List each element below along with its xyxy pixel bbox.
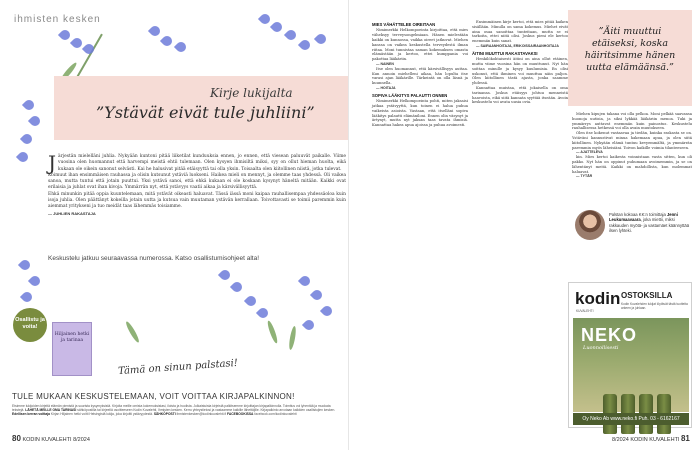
promo-intro: Etsimme lukijoiden kirjeitä elämän pienistä ja suurista kysymyksistä. Kirjoita meille omista kokemuksistasi, iloista ja huolista. Julkaistuista kirjeistä palkitsemme kirjoittajan kirjapalkinnolla. Toimitus voi lyhentää ja muokata tekstejä.	[12, 404, 331, 413]
lede-paragraph: ärjestän mielelläni juhlia. Nykyään kuntoni pitää liiketilat kunduuksia ennen, jo ennen, että viesean paluuvät paikalle. Viime vuosina olen huomannut että harvempi meistä ehtii tulemaan. Olen kysyen ihmisiltä miksi, syy on ollut hieman huolta, eikä kukaan ole oikein sanonut selvästi. Kai he halusivat pitää etäisyyttä tai olla yksin. Toisaalta olen kiitollinen niistä, jotka tulevat.	[58, 154, 346, 172]
column-paragraph: Kannattaa muistaa, että jokaisella on oma tarinansa. Joskus etäisyys johtuu menneistä haavoista, eikä siitä kannata syyttää itseään. Avoin keskustelu voi avata uusia ovia.	[472, 85, 568, 105]
column-heading: SOPIVA LÄÄKITYS PALAUTTI ONNEN	[372, 92, 448, 98]
promo-small-print	[12, 404, 338, 417]
pull-quote: ”Äiti muuttui etäiseksi, koska häiritsimme hänen uutta elämäänsä.”	[568, 10, 692, 106]
flower-icon	[320, 304, 334, 318]
flower-icon	[310, 288, 324, 302]
ad-title: OSTOKSILLA	[621, 291, 673, 300]
contact-text: sähköpostilla tai kirjeellä osoitteeseen Kodin Kuvalehti, Ihmisten kesken. Kerro yhteystietosi ja vastaamme kaikille lähettäjille. Kirjapalkinto arvotaan kaikkien osallistujien kesken.	[77, 408, 336, 413]
email-label: SÄHKÖPOSTI	[153, 412, 176, 417]
flower-icon	[20, 132, 34, 146]
flower-icon	[18, 258, 32, 272]
column-paragraph: Henkilökohtaisesti äitini on aina ollut etäinen, mutta viime vuosina hän on muuttunut. Nyt hän soittaa minulle ja kysyy kuulumisia. En olisi uskonut, että ihminen voi muuttua näin paljon. Olen kiitollinen tästä ajasta, jonka saamme yhdessä.	[472, 57, 568, 86]
column-paragraph: Itse olen huomannut, että kärsivällisyys auttaa. Kun annoin miehelleni aikaa, hän lopulta itse varasi ajan lääkärille. Tärkeintä on olla läsnä ja kuunnella.	[372, 66, 468, 86]
winner-label: Edellisen kerran voittaja	[12, 412, 50, 417]
ad-tagline: Kodin Kuvalehden lukijat löytävät tästä tuotteita arkeen ja juhlaan.	[621, 302, 688, 310]
flower-icon	[70, 36, 84, 50]
ad-brand-sub: KUVALEHTI	[576, 309, 594, 313]
column-heading: MIES VÄHÄTTELEE OIREITAAN	[372, 22, 436, 27]
flower-icon	[314, 32, 328, 46]
flower-icon	[28, 114, 42, 128]
folio-right-text: 8/2024 KODIN KUVALEHTI	[612, 437, 680, 443]
facebook-label: FACEBOOKISSA	[227, 412, 254, 417]
drop-cap: J	[48, 151, 57, 175]
flower-icon	[58, 28, 72, 42]
folio-left-text: KODIN KUVALEHTI 8/2024	[22, 437, 90, 443]
flower-icon	[160, 34, 174, 48]
participate-badge: Osallistu ja voita!	[13, 308, 47, 342]
column-signature: — SAIRAANHOITAJA, ERIKOISSAIRAANHOITAJA	[476, 43, 559, 48]
column-signature: — AJATTELEVA	[576, 150, 603, 155]
page-number-left: 80	[12, 434, 21, 443]
text-column-1	[372, 20, 468, 128]
column-signature: — NAINEN	[376, 61, 394, 66]
flower-icon	[28, 274, 42, 288]
flower-icon	[20, 290, 34, 304]
flower-icon	[298, 38, 312, 52]
article-title: ”Ystävät eivät tule juhliini”	[96, 103, 315, 122]
flower-icon	[302, 318, 316, 332]
author-text: Palstan kokoaa KK:n toimittaja Jenni Leukumaavaara, joka miettii, miksi rakkauden myötä- ja vastamäet käännyttää ilsen lyhteki.	[609, 212, 690, 234]
column-paragraph: Ensimmäinen kirje kertoi, että mies pitää kaiken sisällään. Minulla on sama kokemus. Miehet eivät aina osaa sanoittaa tunteitaan, mutta se ei tarkoita, ettei niitä olisi. Joskus pieni ele kertoo enemmän kuin sanat.	[472, 20, 568, 44]
column-paragraph: Miehen kipujen takana voi olla pelkoa. Moni pelkää saavansa huonoja uutisia, ja siksi lykkää lääkäriin menoa. Tuki ja ymmärrys auttavat enemmän kuin painostus. Keskustelu rauhallisessa hetkessä voi olla avain muutokseen.	[572, 112, 692, 131]
article-lede	[48, 151, 346, 218]
book-title: Hiljainen hetki	[54, 332, 90, 337]
flower-icon	[82, 42, 96, 56]
flower-icon	[256, 306, 270, 320]
lede-signature: — JUHLIEN RAKASTAJA	[48, 210, 96, 216]
book-cover	[52, 322, 92, 376]
column-paragraph: Nimimerkki Helkompoeinta kirjoittaa, että mies väheksyy terveysongelmiaan. Hänen mielestään kaikki on kunnossa, vaikka oireet jatkuvat. Miehen kanssa on vaikea keskustella terveydestä ilman riitaa. Moni tunnistaa saman kokemuksen omasta elämästään ja kertoo, ettei kumppania voi pakottaa lääkäriin.	[372, 28, 468, 62]
article-kicker: Kirje lukijalta	[210, 86, 293, 100]
ad-product-name: NEKO	[581, 325, 638, 345]
ad-brand-logo: kodin	[575, 289, 621, 308]
column-heading: ÄITINI MUUTTUI RAKASTAVAKSI	[472, 50, 538, 56]
flower-icon	[218, 268, 232, 282]
column-note: Tämä on sinun palstasi!	[117, 357, 239, 378]
flower-icon	[298, 274, 312, 288]
author-avatar	[575, 210, 605, 240]
flower-icon	[174, 40, 188, 54]
flower-icon	[258, 12, 272, 26]
lede-paragraph: Ehkä minunkin pitää oppia kuuntelemaan, mitä ystävät oikeasti haluavat. Tässä iässä moni kaipaa rauhallisempaa yhdessäoloa kuin isoja juhlia. Olen päättänyt kokeilla jotain uutta ja kutsua vain muutaman ystävän kerrallaan. Toivottavasti se toimii paremmin kuin aiemmat yritykseni ja tuo meidät taas lähemmäs toisiamme.	[48, 191, 346, 210]
flower-icon	[244, 294, 258, 308]
leaf-icon	[124, 320, 140, 343]
author-role: Palstan kokoaa KK:n toimittaja	[609, 212, 666, 217]
promo-headline: TULE MUKAAN KESKUSTELEMAAN, VOIT VOITTAA KIRJAPALKINNON!	[12, 392, 295, 401]
text-column-3	[572, 112, 692, 179]
column-paragraph: kin. Mies kertoi kaikesta voinnistaan vasta sitten, kun oli pakko. Nyt hän on oppinut puhumaan avoimemmin, ja se on lähentänyt meitä. Kaikki on mahdollista, kun molemmat haluavat.	[572, 155, 692, 174]
author-bio: joka miettii, miksi rakkauden myötä- ja vastamäet käännyttää ilsen lyhteki.	[609, 217, 690, 234]
ad-product-sub: Luonnollisesti	[583, 345, 619, 351]
folio-right	[612, 434, 690, 443]
lede-paragraph: Koimuut ihan ensimmäisen rauhassa ja olisin kutsunut ystäviä luokseni. Haikea mieli on mennyt, ja olemme taas yhdessä. Oli vaikea sanoa, mutta tuntui että jotain puuttui. Yksi ystävä sanoi, että ehkä kukaan ei ole koskaan kysynyt häneltä mitään. Kaikki ovat erilaisia ja juhlat ovat ihan kivoja. Ymmärrän nyt, että ystävyys vaatii aikaa ja kärsivällisyyttä.	[48, 172, 346, 191]
leaf-icon	[288, 326, 297, 351]
email-link[interactable]: ihmistenkesken@kodinkuvalehti.fi	[176, 412, 227, 417]
flower-icon	[16, 150, 30, 164]
page-number-right: 81	[680, 434, 690, 443]
author-name: Jenni Leukumaavaara	[609, 212, 678, 223]
section-label: ihmisten kesken	[14, 14, 101, 25]
column-signature: — HOITAJA	[376, 85, 396, 90]
column-paragraph: Nimimerkki Helkompoeinta pohti, miten jaksaisi jatkaa ystävyyttä, kun toinen ei halua puhua vaikeista asioista. Vastaan, että itselläni sopiva lääkitys palautti elämäniloni. Ennen olin väsynyt ja ärtynyt, mutta nyt jaksan taas tavata ihmisiä. Kannattaa hakea apua ajoissa ja puhua avoimesti.	[372, 99, 468, 128]
flower-icon	[22, 98, 36, 112]
flower-icon	[148, 24, 162, 38]
winner-text: Kirjan Hiljainen hetki voitti Helsingistä lukija, joka kirjoitti ystävyydestä.	[50, 412, 153, 417]
flower-icon	[284, 28, 298, 42]
ad-footer: Oy Neko Ab www.neko.fi Puh. 03 - 6162167	[573, 413, 689, 425]
folio-left	[12, 434, 90, 443]
column-paragraph: Olen itse kokenut vastaavaa ja tiedän, kuinka raskasta se on. Ystäväni kannustivat minua hakemaan apua, ja olen siitä kiitollinen. Nykyään elämä tuntuu kevyemmältä, ja ymmärrän paremmin myös läheisiäni. Toivon kaikille voimia tilanteeseen.	[572, 131, 692, 150]
leaf-icon	[266, 320, 279, 344]
advertisement[interactable]	[568, 282, 692, 428]
contact-label: LÄHETÄ MEILLE OMA TARINASI	[25, 408, 77, 413]
continuation-note: Keskustelu jatkuu seuraavassa numerossa. Katso osallistumisohjeet alta!	[48, 255, 259, 262]
facebook-link[interactable]: facebook.com/kodinkuvalehti	[254, 412, 297, 417]
text-column-2	[472, 20, 568, 105]
flower-icon	[230, 280, 244, 294]
book-subtitle: ja tarinaa	[60, 338, 84, 343]
flower-icon	[270, 20, 284, 34]
column-signature: — TYTÄR	[576, 174, 593, 179]
